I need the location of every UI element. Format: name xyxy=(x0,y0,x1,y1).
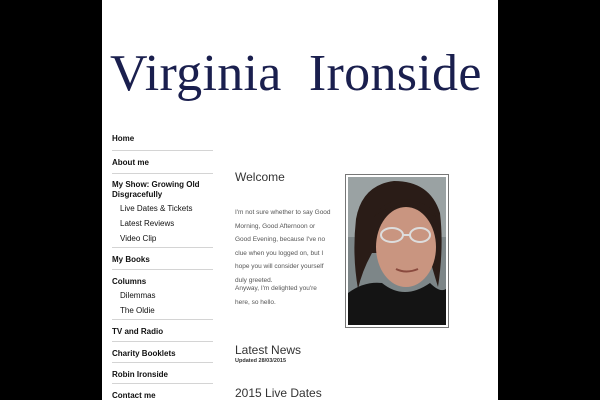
nav-item-robin-ironside[interactable]: Robin Ironside xyxy=(112,370,213,384)
portrait-photo xyxy=(345,174,449,328)
site-title[interactable]: Virginia Ironside xyxy=(110,45,482,102)
nav-subitem-the-oldie[interactable]: The Oldie xyxy=(112,306,213,320)
portrait-image xyxy=(348,177,446,325)
nav-item-my-books[interactable]: My Books xyxy=(112,255,213,270)
nav-item-my-show[interactable]: My Show: Growing Old Disgracefully xyxy=(112,180,200,199)
nav-item-charity-booklets[interactable]: Charity Booklets xyxy=(112,349,213,363)
nav-item-tv-radio[interactable]: TV and Radio xyxy=(112,327,213,342)
nav-item-columns[interactable]: Columns xyxy=(112,277,147,286)
news-updated-date: Updated 28/03/2015 xyxy=(235,358,287,364)
nav-subitem-latest-reviews[interactable]: Latest Reviews xyxy=(120,219,175,228)
nav-item-about[interactable]: About me xyxy=(112,158,213,174)
nav-subitem-video-clip[interactable]: Video Clip xyxy=(112,234,213,248)
nav-subitem-dilemmas[interactable]: Dilemmas xyxy=(120,291,156,300)
sidebar-nav xyxy=(112,134,213,400)
nav-item-home[interactable]: Home xyxy=(112,134,213,151)
welcome-paragraph: I'm not sure whether to say Good Morning, Good Afternoon or Good Evening, because I've no clue when you logged on, but I hope you will consider yourself duly greeted. xyxy=(235,209,331,284)
live-dates-heading: 2015 Live Dates xyxy=(235,386,322,400)
nav-subitem-live-dates[interactable]: Live Dates & Tickets xyxy=(120,204,193,213)
welcome-paragraph-2: Anyway, I'm delighted you're here, so hello. xyxy=(235,285,317,306)
latest-news-heading: Latest News xyxy=(235,343,302,357)
welcome-heading: Welcome xyxy=(235,170,285,184)
nav-item-contact[interactable]: Contact me xyxy=(112,391,213,400)
page xyxy=(102,0,498,400)
